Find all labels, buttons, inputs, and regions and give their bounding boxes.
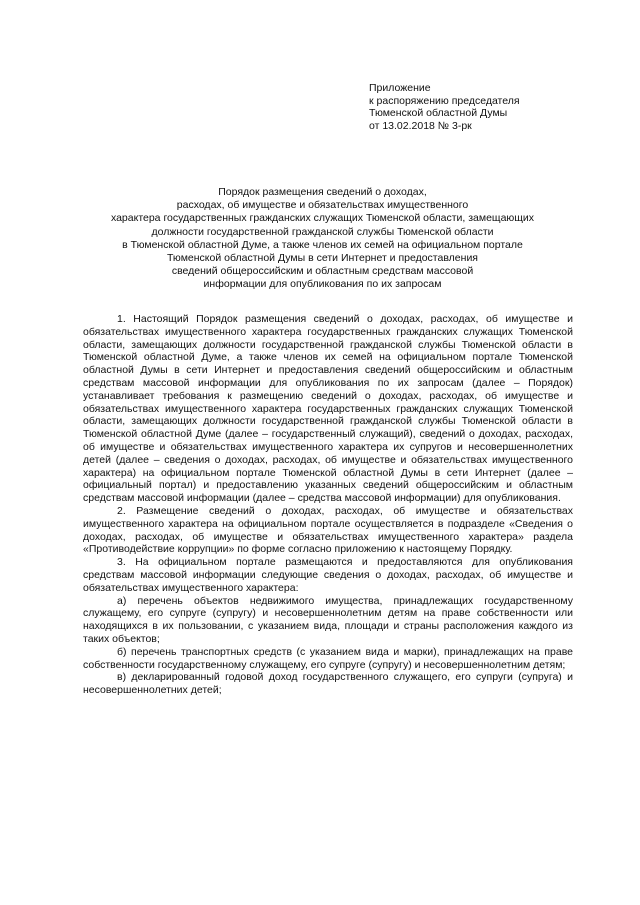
document-body — [83, 313, 573, 697]
title-line: расходах, об имуществе и обязательствах имущественного — [176, 199, 469, 212]
document-title — [70, 186, 575, 292]
title-line: Тюменской областной Думы в сети Интернет и предоставления — [166, 252, 478, 265]
paragraph-3c: в) декларированный годовой доход государственного служащего, его супруги (супруга) и несовершеннолетних детей; — [83, 671, 573, 697]
appendix-line: к распоряжению председателя — [369, 94, 520, 107]
paragraph-3b: б) перечень транспортных средств (с указанием вида и марки), принадлежащих на праве собственности государственному служащему, его супруге (супругу) и несовершеннолетним детям; — [83, 645, 573, 671]
appendix-block — [369, 82, 609, 132]
appendix-line: от 13.02.2018 № 3-рк — [369, 119, 472, 132]
paragraph-2: 2. Размещение сведений о доходах, расходах, об имуществе и обязательствах имущественного характера на официальном портале осуществляется в подразделе «Сведения о доходах, расходах, об имуществе и обязательствах имущественного характера» раздела «Противодействие коррупции» по форме согласно приложению к настоящему Порядку. — [83, 504, 573, 556]
title-line: сведений общероссийским и областным средствам массовой — [171, 265, 474, 278]
title-line: характера государственных гражданских служащих Тюменской области, замещающих — [110, 212, 535, 225]
appendix-line: Приложение — [369, 82, 431, 94]
title-line: должности государственной гражданской службы Тюменской области — [151, 225, 494, 238]
paragraph-1: 1. Настоящий Порядок размещения сведений о доходах, расходах, об имуществе и обязательствах имущественного характера государственных гражданских служащих Тюменской области, замещающих должности государственной гражданской службы Тюменской области в Тюменской областной Думе, а также членов их семей на официальном портале Тюменской областной Думы в сети Интернет и предоставления сведений общероссийским и областным средствам массовой информации для опубликования по их запросам (далее – Порядок) устанавливает требования к размещению сведений о доходах, расходах, об имуществе и обязательствах имущественного характера государственных гражданских служащих Тюменской области, замещающих должности государственной гражданской службы Тюменской области в Тюменской областной Думе (далее – государственный служащий), сведений о доходах, расходах, об имуществе и обязательствах имущественного характера их супругов и несовершеннолетних детей (далее – сведения о доходах, расходах, об имуществе и обязательствах имущественного характера) на официальном портале Тюменской областной Думы в сети Интернет (далее – официальный портал) и предоставлению указанных сведений общероссийским и областным средствам массовой информации (далее – средства массовой информации) для опубликования. — [83, 313, 573, 505]
title-line: Порядок размещения сведений о доходах, — [218, 186, 427, 198]
appendix-line: Тюменской областной Думы — [369, 107, 508, 120]
title-line: в Тюменской областной Думе, а также членов их семей на официальном портале — [122, 238, 523, 251]
paragraph-3a: а) перечень объектов недвижимого имущества, принадлежащих государственному служащему, его супруге (супругу) и несовершеннолетним детям на праве собственности или находящихся в их пользовании, с указанием вида, площади и страны расположения каждого из таких объектов; — [83, 594, 573, 645]
paragraph-3: 3. На официальном портале размещаются и предоставляются для опубликования средствам массовой информации следующие сведения о доходах, расходах, об имуществе и обязательствах имущественного характера: — [83, 556, 573, 594]
title-line: информации для опубликования по их запросам — [203, 278, 442, 291]
